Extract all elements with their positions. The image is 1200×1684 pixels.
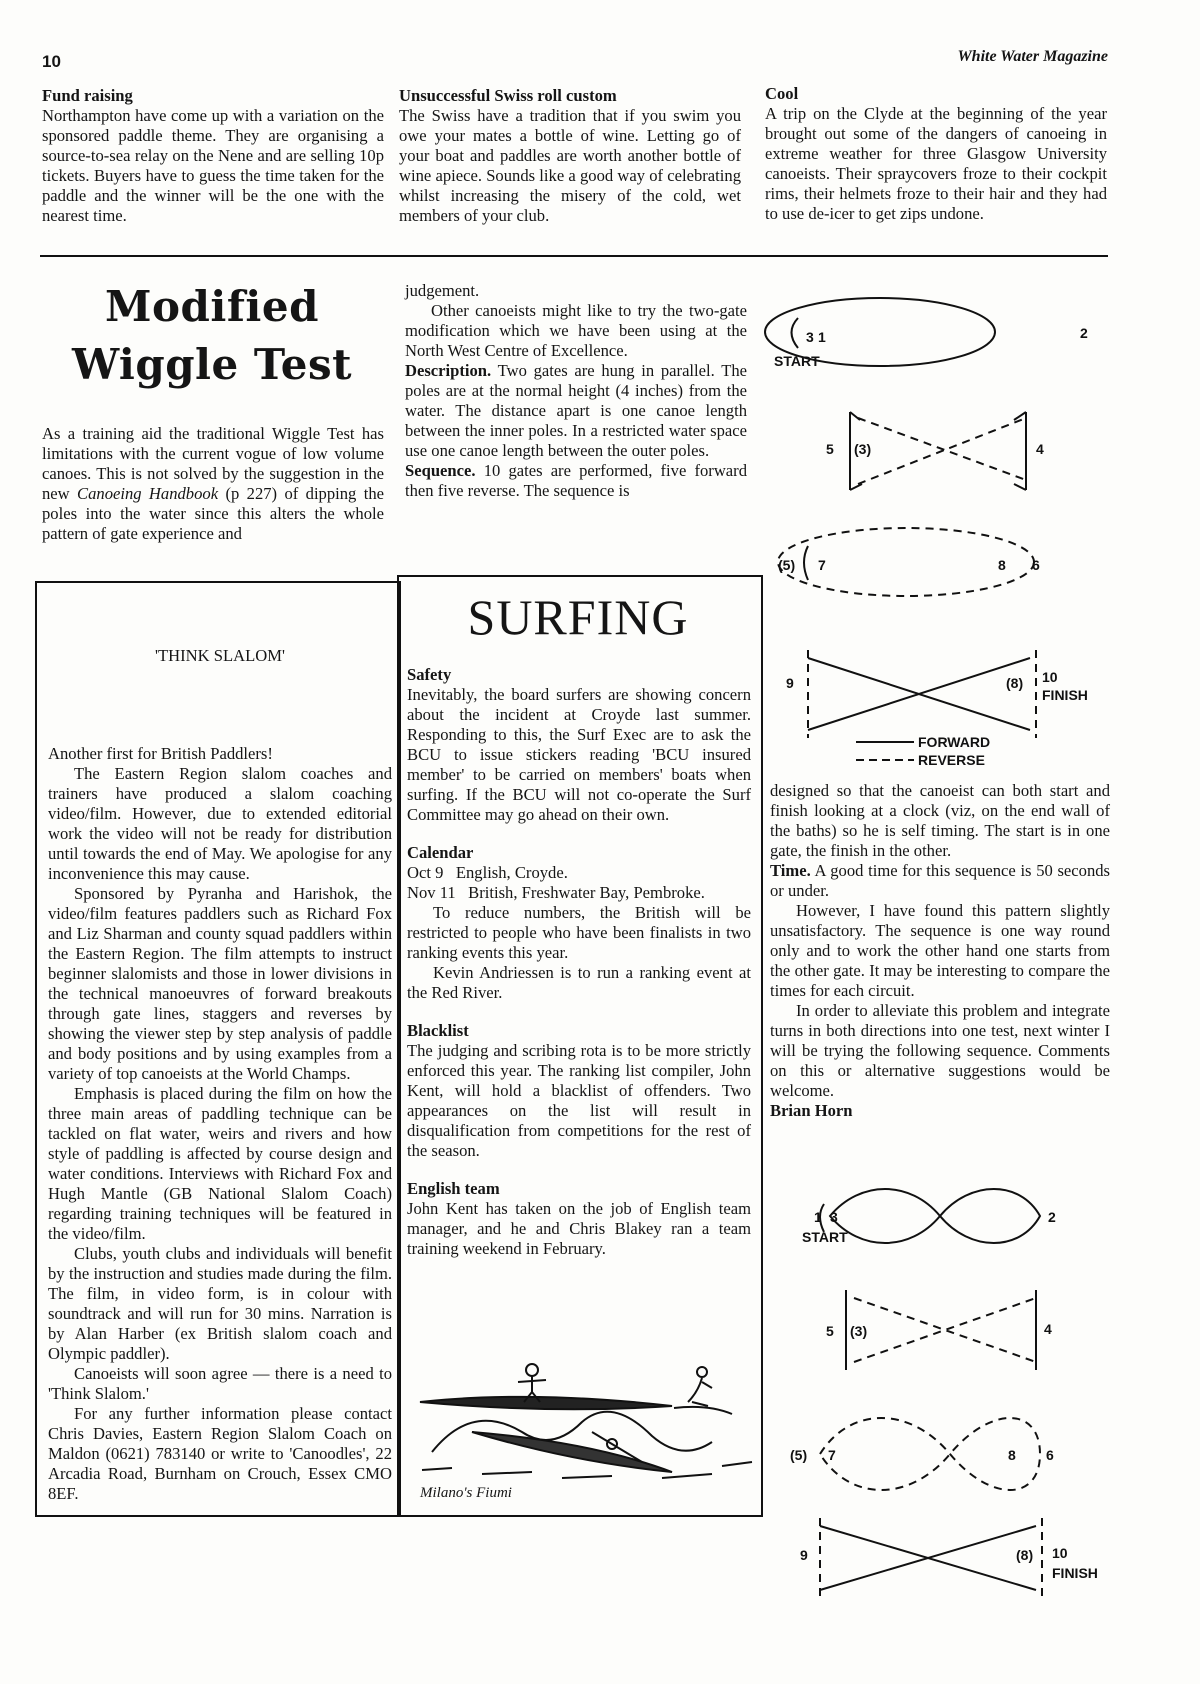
d1-gate1-arc [792, 318, 799, 348]
sequence-label: Sequence. [405, 461, 476, 480]
slalom-p3: Sponsored by Pyranha and Harishok, the video/film features paddlers such as Richard Fox and Liz Sharman and county squad paddlers within the Eastern Region. The film attempts to instruct beginner slalomists and those in lower divisions in the technical manoeuvres of forward breakouts through gate lines, staggers and reverses by showing the viewer step by step analysis of paddle and body positions and by using examples from a variety of top canoeists at the World Champs. [48, 884, 392, 1083]
slalom-p7: For any further information please contact Chris Davies, Eastern Region Slalom Coach on Maldon (0621) 783140 or write to 'Canoodles', 22 Arcadia Road, Burnham on Crouch, Essex CMO 8EF. [48, 1404, 392, 1503]
d1-n3b: (3) [854, 441, 872, 457]
wiggle-headline-line1: Modified [105, 282, 319, 331]
d1-n9: 9 [786, 675, 794, 691]
section-divider [40, 255, 1108, 257]
slalom-p4: Emphasis is placed during the film on how the three main areas of paddling technique can be tackled on flat water, weirs and rivers and how style of paddling is affected by course design and water conditions. Interviews with Richard Fox and Hugh Mantle (GB National Slalom Coach) regarding training techniques will be featured in the video/film. [48, 1084, 392, 1243]
d1-legend-forward: FORWARD [918, 734, 991, 750]
wiggle-mid-p2: Other canoeists might like to try the two-gate modification which we have been using at the North West Centre of Excellence. [405, 301, 747, 360]
page-number: 10 [42, 52, 61, 71]
d1-start: START [774, 353, 820, 369]
illustration-caption: Milano's Fiumi [420, 1485, 512, 1501]
slalom-p2: The Eastern Region slalom coaches and trainers have produced a slalom coaching video/film. However, due to extended editorial work the video will not be ready for distribution until towards the end of May. We apologise for any inconvenience this may cause. [48, 764, 392, 883]
swiss-roll-title: Unsuccessful Swiss roll custom [399, 86, 617, 105]
d2-n9: 9 [800, 1547, 808, 1563]
d2-n4: 4 [1044, 1321, 1052, 1337]
slalom-p1: Another first for British Paddlers! [48, 744, 273, 763]
cartoon-surfer-head [526, 1364, 538, 1376]
d2-finish: FINISH [1052, 1565, 1098, 1581]
d1-legend-reverse: REVERSE [918, 752, 985, 768]
wiggle-middle-column [405, 281, 747, 501]
d1-n2: 2 [1080, 325, 1088, 341]
swiss-roll-text: The Swiss have a tradition that if you swim you owe your mates a bottle of wine. Letting go of your boat and paddles are worth another bottle of wine apiece. Sounds like a good way of celebrating whilst increasing the misery of the cold, wet members of your club. [399, 106, 741, 225]
d1-n8b: (8) [1006, 675, 1024, 691]
d1-n6: 6 [1032, 557, 1040, 573]
d2-start: START [802, 1229, 848, 1245]
author-name: Brian Horn [770, 1101, 853, 1120]
think-slalom-title: 'THINK SLALOM' [155, 646, 285, 665]
magazine-title: White Water Magazine [957, 48, 1108, 65]
d1-n5b: (5) [778, 557, 796, 573]
cool-article [765, 84, 1107, 224]
cool-text: A trip on the Clyde at the beginning of the year brought out some of the dangers of canoeing in extreme weather for three Glasgow University canoeists. Their spraycovers froze to their cockpit rims, their helmets froze to their hair and they had to use de-icer to get zips undone. [765, 104, 1107, 223]
wiggle-headline [42, 278, 382, 394]
cartoon-swimmer-body [688, 1378, 712, 1406]
wiggle-diagram-two [790, 1186, 1100, 1606]
english-team-title: English team [407, 1179, 500, 1198]
d2-n5b: (5) [790, 1447, 808, 1463]
slalom-p5: Clubs, youth clubs and individuals will benefit by the instruction and studies made during the film. The film, in video form, is in colour with soundtrack and will run for 30 mins. Narration is by Alan Harber (ex British slalom coach and Olympic paddler). [48, 1244, 392, 1363]
d2-n3b: (3) [850, 1323, 868, 1339]
fund-raising-title: Fund raising [42, 86, 133, 105]
calendar-entry-2: Nov 11 British, Freshwater Bay, Pembroke. [407, 883, 705, 902]
d1-n10: 10 [1042, 669, 1058, 685]
time-label: Time. [770, 861, 811, 880]
surfing-headline: SURFING [467, 589, 689, 645]
wiggle-intro-b: (p 227) of dipping the poles into the water since this alters the whole pattern of gate experience and [42, 484, 384, 543]
d2-n1: 1 [814, 1209, 822, 1225]
surfing-cartoon-illustration [412, 1362, 757, 1484]
time-text: A good time for this sequence is 50 seconds or under. [770, 861, 1110, 900]
english-team-text: John Kent has taken on the job of English team manager, and he and Chris Blakey ran a team training weekend in February. [407, 1199, 751, 1258]
calendar-title: Calendar [407, 843, 474, 862]
surfing-article [407, 665, 751, 1259]
slalom-p6: Canoeists will soon agree — there is a need to 'Think Slalom.' [48, 1364, 392, 1403]
fund-raising-text: Northampton have come up with a variation on the sponsored paddle theme. They are organising a source-to-sea relay on the Nene and are selling 10p tickets. Buyers have to guess the time taken for the paddle and the winner will be the one with the nearest time. [42, 106, 384, 225]
d2-figure-eight-reverse [820, 1418, 1040, 1490]
wiggle-right-column [770, 781, 1110, 1121]
d2-n3: 3 [830, 1209, 838, 1225]
d2-n10: 10 [1052, 1545, 1068, 1561]
safety-text: Inevitably, the board surfers are showing concern about the incident at Croyde last summer. Responding to this, the Surf Exec are to ask the BCU to issue stickers reading 'BCU insured member' to be carried on members' boats when surfing. If the BCU will not co-operate the Surf Committee may go ahead on their own. [407, 685, 751, 824]
d2-bowtie-reverse [854, 1298, 1036, 1362]
wiggle-right-p1: designed so that the canoeist can both start and finish looking at a clock (viz, on the end wall of the baths) so he is self timing. The start is in one gate, the finish in the other. [770, 781, 1110, 860]
blacklist-title: Blacklist [407, 1021, 469, 1040]
d1-gate5-arc [804, 546, 808, 580]
d1-n5: 5 [826, 441, 834, 457]
d2-n2: 2 [1048, 1209, 1056, 1225]
d1-finish: FINISH [1042, 687, 1088, 703]
cartoon-kayak-bottom [472, 1432, 672, 1472]
blacklist-text: The judging and scribing rota is to be more strictly enforced this year. The ranking list compiler, John Kent, will hold a blacklist of offenders. Two appearances on the list will result in disqualification from competitions for the rest of the season. [407, 1041, 751, 1160]
wiggle-intro [42, 424, 384, 544]
cartoon-board [674, 1407, 732, 1414]
d2-bowtie-forward [820, 1526, 1036, 1590]
d1-n1: 1 [818, 329, 826, 345]
fund-raising-article [42, 86, 384, 226]
wiggle-right-p3: In order to alleviate this problem and integrate turns in both directions into one test, next winter I will be trying the following sequence. Comments on this or alternative suggestions would be welcome. [770, 1001, 1110, 1100]
safety-title: Safety [407, 665, 452, 684]
swiss-roll-article [399, 86, 741, 226]
wiggle-diagram-one [774, 280, 1100, 770]
d2-n7: 7 [828, 1447, 836, 1463]
d1-n3: 3 [806, 329, 814, 345]
description-label: Description. [405, 361, 492, 380]
cool-title: Cool [765, 84, 799, 103]
description-text: Two gates are hung in parallel. The poles are at the normal height (4 inches) from the water. The distance apart is one canoe length between the inner poles. In a restricted water space use one canoe length between the outer poles. [405, 361, 747, 460]
d1-n4: 4 [1036, 441, 1044, 457]
calendar-p2: Kevin Andriessen is to run a ranking event at the Red River. [407, 963, 751, 1002]
d1-n7: 7 [818, 557, 826, 573]
d2-n8: 8 [1008, 1447, 1016, 1463]
think-slalom-article [48, 744, 392, 1504]
d1-bowtie-reverse [858, 418, 1026, 484]
wiggle-headline-line2: Wiggle Test [71, 340, 353, 389]
wiggle-intro-a: As a training aid the traditional Wiggle Test has limitations with the current vogue of low volume canoes. This is not solved by the suggestion in the new [42, 424, 384, 503]
wiggle-intro-book: Canoeing Handbook [77, 484, 219, 503]
d1-bowtie-forward [808, 658, 1030, 730]
d2-n6: 6 [1046, 1447, 1054, 1463]
d2-figure-eight [830, 1189, 1040, 1243]
sequence-text: 10 gates are performed, five forward then five reverse. The sequence is [405, 461, 747, 500]
wiggle-right-p2: However, I have found this pattern slightly unsatisfactory. The sequence is one way round only and to work the other hand one starts from the other gate. It may be interesting to compare the times for each circuit. [770, 901, 1110, 1000]
cartoon-swimmer-head [697, 1367, 707, 1377]
d1-n8: 8 [998, 557, 1006, 573]
d1-reverse-loop [778, 528, 1034, 596]
cartoon-water-lines [422, 1462, 752, 1478]
calendar-entry-1: Oct 9 English, Croyde. [407, 863, 568, 882]
calendar-p1: To reduce numbers, the British will be restricted to people who have been finalists in two ranking events this year. [407, 903, 751, 962]
cartoon-kayak-top [420, 1397, 672, 1409]
d2-n8b: (8) [1016, 1547, 1034, 1563]
d2-n5: 5 [826, 1323, 834, 1339]
wiggle-mid-p1: judgement. [405, 281, 480, 300]
